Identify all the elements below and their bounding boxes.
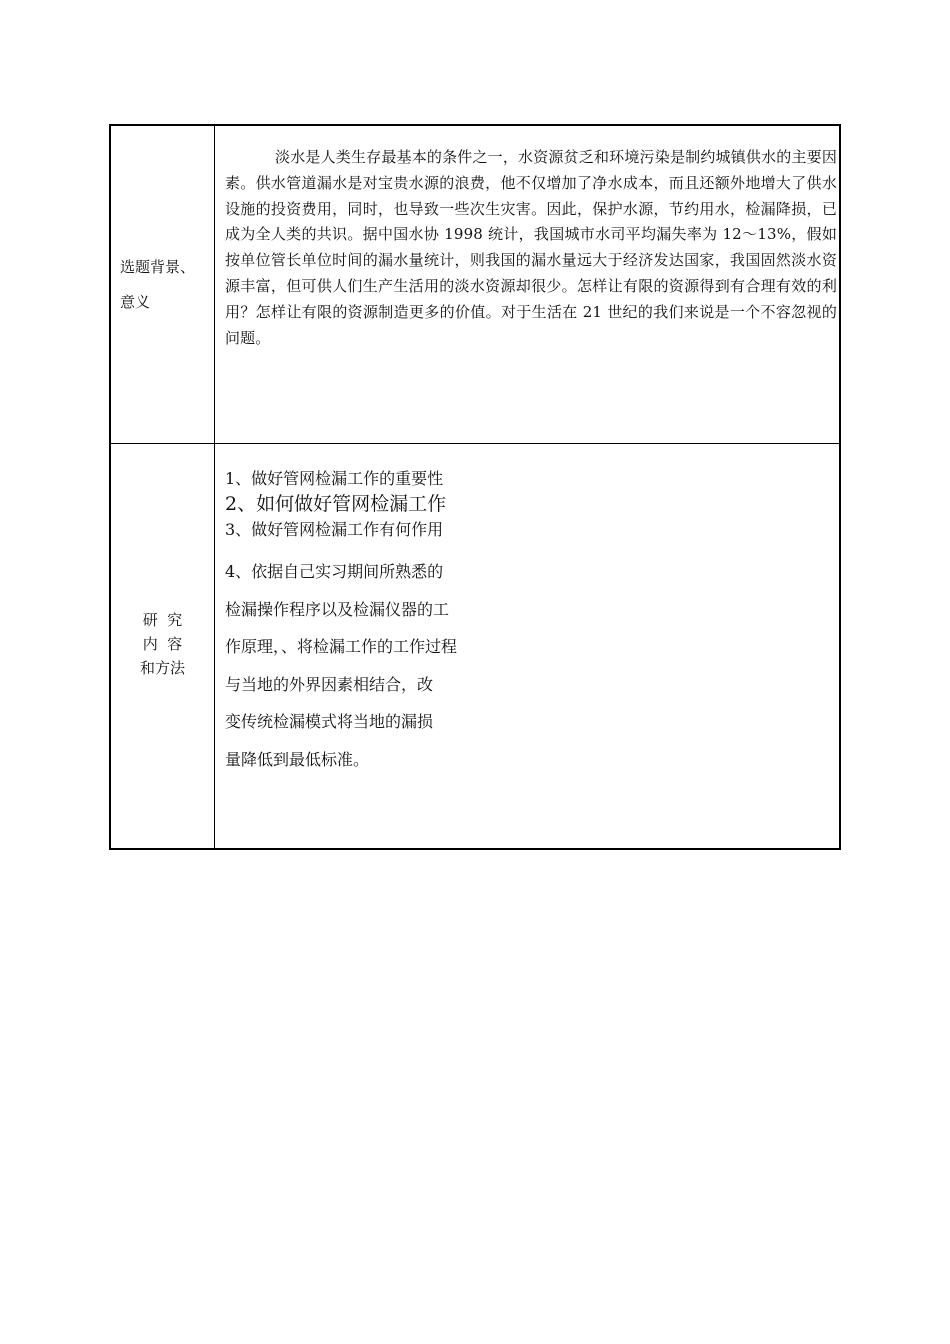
background-label <box>120 250 195 320</box>
method-item: 2、如何做好管网检漏工作 <box>225 493 447 515</box>
method-label-line: 和方法 <box>139 659 185 677</box>
background-content-cell <box>215 126 839 443</box>
method-list <box>225 466 457 778</box>
method-label-cell <box>111 444 215 848</box>
method-item-4-line: 作原理，、将检漏工作的工作过程 <box>225 637 458 656</box>
method-label <box>111 608 214 680</box>
method-item-4-line: 变传统检漏模式将当地的漏损 <box>225 712 434 731</box>
background-label-line: 选题背景、 <box>120 258 196 276</box>
background-label-cell <box>111 126 215 443</box>
method-item-4-line: 与当地的外界因素相结合，改 <box>225 674 434 694</box>
method-item: 3、做好管网检漏工作有何作用 <box>225 520 444 539</box>
method-item-4-line: 量降低到最低标准。 <box>225 749 370 769</box>
method-item-4-line: 检漏操作程序以及检漏仪器的工 <box>225 599 450 619</box>
background-row <box>111 126 839 444</box>
method-content-cell <box>215 444 839 848</box>
method-item-4-line: 4、依据自己实习期间所熟悉的 <box>225 562 444 581</box>
proposal-table <box>109 124 841 850</box>
method-row <box>111 444 839 848</box>
method-label-line: 研 究 <box>142 611 183 629</box>
method-label-line: 内 容 <box>142 635 183 653</box>
background-paragraph: 淡水是人类生存最基本的条件之一，水资源贫乏和环境污染是制约城镇供水的主要因素。供水管道漏水是对宝贵水源的浪费，他不仅增加了净水成本，而且还额外地增大了供水设施的投资费用，同时，也导致一些次生灾害。因此，保护水源，节约用水，检漏降损，已成为全人类的共识。据中国水协 1998 统计，我国城市水司平均漏失率为 12～13%，假如按单位管长单位时间的漏水量统计，则我国的漏水量远大于经济发达国家，我国固然淡水资源丰富，但可供人们生产生活用的淡水资源却很少。怎样让有限的资源得到有合理有效的利用？怎样让有限的资源制造更多的价值。对于生活在 21 世纪的我们来说是一个不容忽视的问题。 <box>225 148 837 347</box>
background-label-line: 意义 <box>120 293 151 311</box>
method-item: 1、做好管网检漏工作的重要性 <box>225 469 444 488</box>
